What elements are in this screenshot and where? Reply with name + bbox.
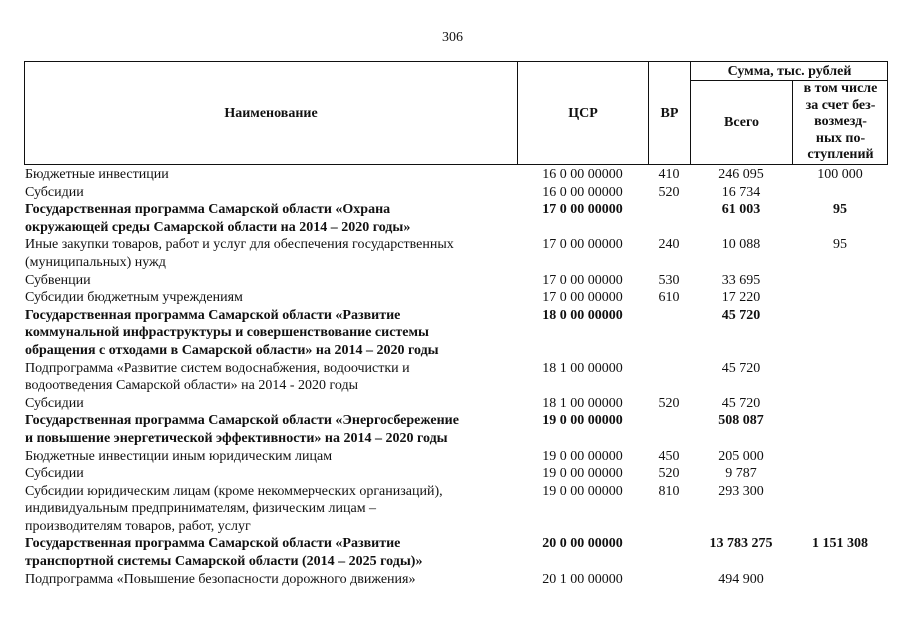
row-name	[24, 236, 517, 271]
row-csr: 17 0 00 00000	[542, 237, 623, 253]
row-name	[24, 289, 517, 307]
row-total: 45 720	[721, 395, 761, 411]
row-name	[24, 571, 517, 589]
row-name	[24, 412, 517, 447]
row-name	[24, 184, 517, 202]
table-row	[24, 307, 888, 360]
table-row	[24, 184, 888, 202]
table-row	[24, 236, 888, 271]
row-free: 100 000	[817, 167, 863, 182]
row-name	[24, 448, 517, 466]
row-name	[24, 465, 517, 483]
row-name-line: Подпрограмма «Повышение безопасности дорожного движения»	[25, 571, 416, 587]
row-name	[24, 166, 517, 184]
row-total: 508 087	[718, 413, 764, 429]
table-row	[24, 448, 888, 466]
row-csr: 20 0 00 00000	[542, 536, 623, 552]
row-name	[24, 201, 517, 236]
row-name-line: обращения с отходами в Самарской области» на 2014 – 2020 годы	[25, 342, 439, 358]
row-name	[24, 483, 517, 536]
table-row	[24, 412, 888, 447]
row-vr: 520	[658, 184, 680, 200]
row-name-line: (муниципальных) нужд	[25, 254, 166, 270]
row-name-line: окружающей среды Самарской области на 2014 – 2020 годы»	[25, 219, 411, 235]
table-row	[24, 535, 888, 570]
row-total: 61 003	[721, 202, 761, 218]
table-row	[24, 166, 888, 184]
row-name-line: и повышение энергетической эффективности» на 2014 – 2020 годы	[25, 430, 448, 446]
row-name-line: коммунальной инфраструктуры и совершенствование системы	[25, 325, 429, 341]
header-free-line: возмезд-	[814, 114, 867, 130]
row-csr: 17 0 00 00000	[542, 202, 623, 218]
table-row	[24, 289, 888, 307]
row-name	[24, 272, 517, 290]
row-name-line: Государственная программа Самарской области «Развитие	[25, 307, 401, 323]
table-header	[24, 61, 888, 165]
row-name-line: Подпрограмма «Развитие систем водоснабжения, водоочистки и	[25, 360, 410, 376]
row-csr: 19 0 00 00000	[542, 448, 623, 464]
row-name-line: Субвенции	[25, 272, 91, 288]
row-csr: 17 0 00 00000	[542, 272, 623, 288]
row-name-line: Иные закупки товаров, работ и услуг для обеспечения государственных	[25, 237, 454, 253]
header-free-line: ступлений	[807, 147, 874, 163]
row-name-line: Субсидии	[25, 395, 84, 411]
row-total: 293 300	[718, 483, 764, 499]
row-name-line: Государственная программа Самарской области «Энергосбережение	[25, 413, 459, 429]
row-name-line: Государственная программа Самарской области «Развитие	[25, 536, 401, 552]
header-amount-group: Сумма, тыс. рублей	[727, 63, 852, 79]
header-free-line: в том числе	[803, 81, 878, 97]
row-name-line: Субсидии юридическим лицам (кроме некоммерческих организаций),	[25, 483, 443, 499]
row-free: 1 151 308	[812, 536, 868, 552]
row-total: 494 900	[718, 571, 764, 587]
row-total: 205 000	[718, 448, 764, 464]
row-name-line: Бюджетные инвестиции	[25, 167, 169, 182]
table-row	[24, 465, 888, 483]
table-row	[24, 272, 888, 290]
row-csr: 19 0 00 00000	[542, 466, 623, 482]
row-total: 45 720	[721, 360, 761, 376]
row-total: 9 787	[725, 466, 757, 482]
header-name: Наименование	[224, 105, 318, 121]
row-total: 16 734	[721, 184, 761, 200]
row-name-line: Государственная программа Самарской области «Охрана	[25, 202, 391, 218]
row-vr: 520	[658, 395, 680, 411]
row-total: 17 220	[721, 290, 761, 306]
row-csr: 18 0 00 00000	[542, 307, 623, 323]
row-name-line: водоотведения Самарской области» на 2014 - 2020 годы	[25, 378, 358, 394]
row-name-line: транспортной системы Самарской области (2014 – 2025 годы)»	[25, 554, 423, 570]
row-total: 246 095	[718, 167, 764, 182]
row-name	[24, 360, 517, 395]
row-total: 45 720	[721, 307, 761, 323]
table-row	[24, 483, 888, 536]
header-free-line: ных по-	[815, 130, 866, 146]
table-row	[24, 571, 888, 589]
table-row	[24, 201, 888, 236]
row-name-line: Субсидии	[25, 184, 84, 200]
row-total: 13 783 275	[709, 536, 773, 552]
row-total: 10 088	[721, 237, 761, 253]
row-name-line: производителям товаров, работ, услуг	[25, 518, 251, 534]
row-vr: 240	[658, 237, 680, 253]
table-row	[24, 395, 888, 413]
row-name	[24, 395, 517, 413]
row-total: 33 695	[721, 272, 761, 288]
row-free: 95	[833, 202, 847, 218]
row-csr: 20 1 00 00000	[542, 571, 623, 587]
row-name	[24, 307, 517, 360]
row-vr: 810	[658, 483, 680, 499]
row-vr: 520	[658, 466, 680, 482]
row-name-line: Бюджетные инвестиции иным юридическим лицам	[25, 448, 333, 464]
row-csr: 19 0 00 00000	[542, 483, 623, 499]
row-csr: 18 1 00 00000	[542, 360, 623, 376]
header-vr: ВР	[660, 105, 679, 121]
row-vr: 530	[658, 272, 680, 288]
row-csr: 18 1 00 00000	[542, 395, 623, 411]
row-name-line: Субсидии	[25, 466, 84, 482]
row-name-line: индивидуальным предпринимателям, физическим лицам –	[25, 501, 377, 517]
row-vr: 410	[658, 167, 680, 182]
row-vr: 450	[658, 448, 680, 464]
row-name	[24, 535, 517, 570]
row-csr: 19 0 00 00000	[542, 413, 623, 429]
table-body	[24, 166, 888, 588]
header-csr: ЦСР	[568, 105, 598, 121]
row-name-line: Субсидии бюджетным учреждениям	[25, 290, 243, 306]
row-csr: 16 0 00 00000	[542, 184, 623, 200]
page-number: 306	[442, 30, 463, 45]
header-free	[793, 81, 888, 164]
row-free: 95	[833, 237, 847, 253]
header-free-line: за счет без-	[805, 97, 876, 113]
row-csr: 16 0 00 00000	[542, 167, 623, 182]
row-vr: 610	[658, 290, 680, 306]
row-csr: 17 0 00 00000	[542, 290, 623, 306]
header-total: Всего	[724, 115, 759, 130]
table-row	[24, 360, 888, 395]
